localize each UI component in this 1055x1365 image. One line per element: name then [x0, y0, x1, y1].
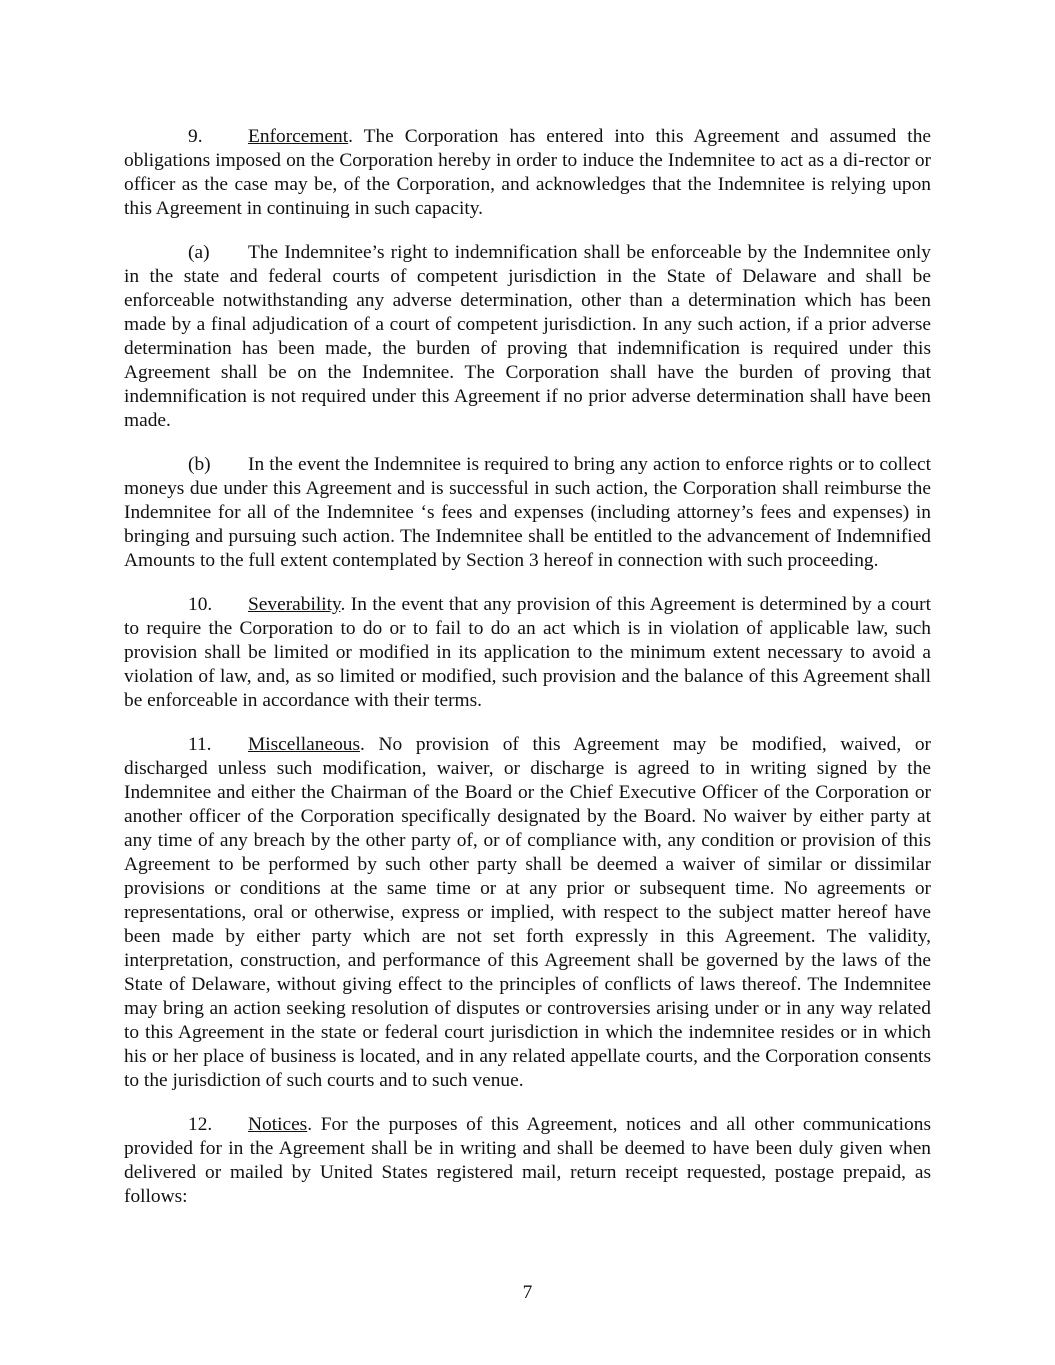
section-9b [124, 453, 931, 573]
section-9-enforcement [124, 125, 931, 221]
section-body: . For the purposes of this Agreement, notices and all other communications provided for in the Agreement shall be in writing and shall be deemed to have been duly given when delivered or mailed by United States registered mail, return receipt requested, postage prepaid, as follows: [124, 1114, 931, 1207]
document-page [124, 125, 931, 1229]
section-number: 9. [188, 126, 203, 147]
section-number: 11. [188, 734, 212, 755]
section-body: . No provision of this Agreement may be modified, waived, or discharged unless such modification, waiver, or discharge is agreed to in writing signed by the Indemnitee and either the Chairman of the Board or the Chief Executive Officer of the Corporation or another officer of the Corporation specifically designated by the Board. No waiver by either party at any time of any breach by the other party of, or of compliance with, any condition or provision of this Agreement to be performed by such other party shall be deemed a waiver of similar or dissimilar provisions or conditions at the same time or at any prior or subsequent time. No agreements or representations, oral or otherwise, express or implied, with respect to the subject matter hereof have been made by either party which are not set forth expressly in this Agreement. The validity, interpretation, construction, and performance of this Agreement shall be governed by the laws of the State of Delaware, without giving effect to the principles of conflicts of laws thereof. The Indemnitee may bring an action seeking resolution of disputes or controversies arising under or in any way related to this Agreement in the state or federal court jurisdiction in which the indemnitee resides or in which his or her place of business is located, and in any related appellate courts, and the Corporation consents to the jurisdiction of such courts and to such venue. [124, 734, 931, 1091]
section-heading: Severability [248, 594, 341, 615]
section-body: . The Corporation has entered into this Agreement and assumed the obligations imposed on the Corporation hereby in order to induce the Indemnitee to act as a di-rector or officer as the case may be, of the Corporation, and acknowledges that the Indemnitee is relying upon this Agreement in continuing in such capacity. [124, 126, 931, 219]
section-12-notices [124, 1113, 931, 1209]
section-body: In the event the Indemnitee is required to bring any action to enforce rights or to collect moneys due under this Agreement and is successful in such action, the Corporation shall reimburse the Indemnitee for all of the Indemnitee ‘s fees and expenses (including attorney’s fees and expenses) in bringing and pursuing such action. The Indemnitee shall be entitled to the advancement of Indemnified Amounts to the full extent contemplated by Section 3 hereof in connection with such proceeding. [124, 454, 931, 571]
section-heading: Enforcement [248, 126, 349, 147]
section-10-severability [124, 593, 931, 713]
page-number: 7 [522, 1282, 533, 1303]
section-body: . In the event that any provision of this Agreement is determined by a court to require the Corporation to do or to fail to do an act which is in violation of applicable law, such provision shall be limited or modified in its application to the minimum extent necessary to avoid a violation of law, and, as so limited or modified, such provision and the balance of this Agreement shall be enforceable in accordance with their terms. [124, 594, 931, 711]
subsection-label: (a) [188, 242, 210, 263]
section-number: 10. [188, 594, 213, 615]
section-11-miscellaneous [124, 733, 931, 1093]
section-number: 12. [188, 1114, 213, 1135]
section-body: The Indemnitee’s right to indemnification shall be enforceable by the Indemnitee only in the state and federal courts of competent jurisdiction in the State of Delaware and shall be enforceable notwithstanding any adverse determination, other than a determination which has been made by a final adjudication of a court of competent jurisdiction. In any such action, if a prior adverse determination has been made, the burden of proving that indemnification is required under this Agreement shall be on the Indemnitee. The Corporation shall have the burden of proving that indemnification is not required under this Agreement if no prior adverse determination shall have been made. [124, 242, 931, 431]
subsection-label: (b) [188, 454, 211, 475]
section-heading: Miscellaneous [248, 734, 361, 755]
section-heading: Notices [248, 1114, 308, 1135]
section-9a [124, 241, 931, 433]
